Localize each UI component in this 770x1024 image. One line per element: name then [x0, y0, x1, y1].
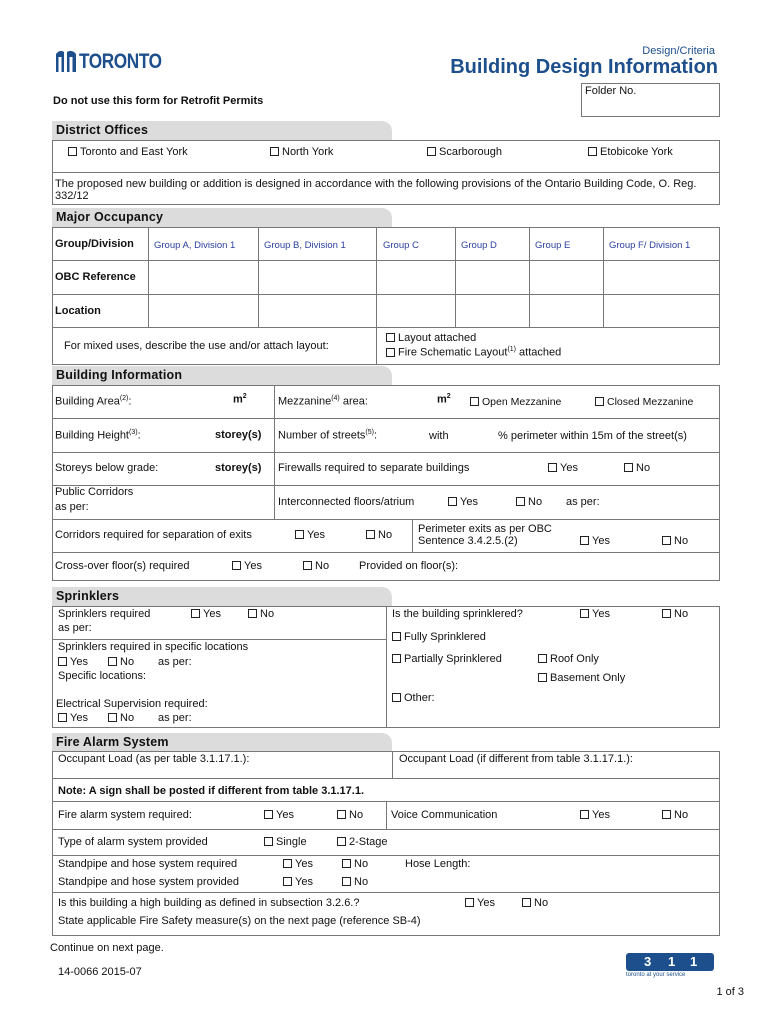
- checkbox-icon: [191, 609, 200, 618]
- open-mezzanine-checkbox[interactable]: Open Mezzanine: [470, 396, 561, 408]
- sign-note: Note: A sign shall be posted if different from table 3.1.17.1.: [58, 785, 365, 797]
- layout-attached-checkbox[interactable]: Layout attached: [386, 332, 476, 344]
- folder-no-label: Folder No.: [585, 85, 637, 97]
- continue-note: Continue on next page.: [50, 942, 164, 954]
- checkbox-icon: [337, 810, 346, 819]
- specific-locations-no[interactable]: No: [108, 656, 134, 668]
- checkbox-icon: [342, 877, 351, 886]
- major-occupancy-heading: Major Occupancy: [52, 208, 392, 227]
- checkbox-icon: [588, 147, 597, 156]
- corridors-yes-checkbox[interactable]: Yes: [295, 529, 325, 541]
- group-f-label: Group F/ Division 1: [609, 240, 691, 251]
- is-sprinklered-yes[interactable]: Yes: [580, 608, 610, 620]
- checkbox-icon: [448, 497, 457, 506]
- checkbox-icon: [548, 463, 557, 472]
- badge-tagline: toronto at your service: [626, 972, 686, 978]
- checkbox-icon: [516, 497, 525, 506]
- group-division-label: Group/Division: [55, 238, 134, 250]
- mezzanine-area-unit: $m^2$: [437, 393, 451, 406]
- fire-schematic-checkbox[interactable]: Fire Schematic Layout$^{(1)}$ attached: [386, 346, 561, 359]
- checkbox-icon: [264, 837, 273, 846]
- specific-locations-required-label: Sprinklers required in specific locations: [58, 641, 249, 653]
- high-building-label: Is this building a high building as defined in subsection 3.2.6.?: [58, 897, 360, 909]
- storeys-below-grade-unit: storey(s): [215, 462, 262, 474]
- page-number: 1 of 3: [716, 986, 744, 998]
- perimeter-label: % perimeter within 15m of the street(s): [498, 430, 687, 442]
- corridors-separation-label: Corridors required for separation of exits: [55, 529, 252, 541]
- checkbox-icon: [264, 810, 273, 819]
- sprinklers-as-per-label: as per:: [58, 622, 92, 634]
- group-a-label: Group A, Division 1: [154, 240, 236, 251]
- fire-alarm-required-yes[interactable]: Yes: [264, 809, 294, 821]
- checkbox-icon: [342, 859, 351, 868]
- checkbox-icon: [283, 859, 292, 868]
- checkbox-icon: [366, 530, 375, 539]
- checkbox-icon: [580, 810, 589, 819]
- form-number: 14-0066 2015-07: [58, 966, 142, 978]
- state-measures-label: State applicable Fire Safety measure(s) on the next page (reference SB-4): [58, 915, 421, 927]
- building-information-heading: Building Information: [52, 366, 392, 385]
- fire-alarm-required-no[interactable]: No: [337, 809, 363, 821]
- checkbox-icon: [522, 898, 531, 907]
- standpipe-provided-no[interactable]: No: [342, 876, 368, 888]
- standpipe-required-label: Standpipe and hose system required: [58, 858, 238, 870]
- checkbox-icon: [538, 673, 547, 682]
- fire-alarm-required-label: Fire alarm system required:: [58, 809, 192, 821]
- perimeter-exits-label: Perimeter exits as per OBC: [418, 523, 552, 535]
- checkbox-icon: [108, 713, 117, 722]
- badge-digit: 1: [690, 954, 698, 969]
- sprinklers-required-label: Sprinklers required: [58, 608, 151, 620]
- checkbox-icon: [662, 536, 671, 545]
- specific-locations-yes[interactable]: Yes: [58, 656, 88, 668]
- checkbox-icon: [303, 561, 312, 570]
- mixed-uses-label: For mixed uses, describe the use and/or attach layout:: [64, 340, 329, 352]
- district-option-toronto-east-york[interactable]: Toronto and East York: [68, 146, 188, 158]
- electrical-supervision-no[interactable]: No: [108, 712, 134, 724]
- checkbox-icon: [270, 147, 279, 156]
- alarm-type-single[interactable]: Single: [264, 836, 307, 848]
- fire-alarm-heading: Fire Alarm System: [52, 733, 392, 752]
- group-c-label: Group C: [383, 240, 419, 251]
- interconnected-floors-label: Interconnected floors/atrium: [278, 496, 415, 508]
- perimeter-exits-yes-checkbox[interactable]: Yes: [580, 535, 610, 547]
- obc-reference-label: OBC Reference: [55, 271, 136, 283]
- checkbox-icon: [58, 713, 67, 722]
- fully-sprinklered-checkbox[interactable]: Fully Sprinklered: [392, 631, 486, 643]
- group-b-label: Group B, Division 1: [264, 240, 346, 251]
- alarm-type-two-stage[interactable]: 2-Stage: [337, 836, 388, 848]
- badge-digit: 3: [644, 954, 652, 969]
- electrical-supervision-as-per: as per:: [158, 712, 192, 724]
- checkbox-icon: [662, 609, 671, 618]
- location-label: Location: [55, 305, 101, 317]
- specific-locations-as-per: as per:: [158, 656, 192, 668]
- provided-on-floors-label: Provided on floor(s):: [359, 560, 459, 572]
- checkbox-icon: [386, 348, 395, 357]
- public-corridors-label: Public Corridors: [55, 486, 134, 498]
- alarm-type-label: Type of alarm system provided: [58, 836, 208, 848]
- specific-locations-label: Specific locations:: [58, 670, 147, 682]
- high-building-yes[interactable]: Yes: [465, 897, 495, 909]
- occupant-load-different-label: Occupant Load (if different from table 3.1.17.1.):: [399, 753, 633, 765]
- checkbox-icon: [538, 654, 547, 663]
- checkbox-icon: [283, 877, 292, 886]
- high-building-no[interactable]: No: [522, 897, 548, 909]
- crossover-floors-label: Cross-over floor(s) required: [55, 560, 190, 572]
- firewalls-label: Firewalls required to separate buildings: [278, 462, 470, 474]
- checkbox-icon: [465, 898, 474, 907]
- roof-only-checkbox[interactable]: Roof Only: [538, 653, 599, 665]
- checkbox-icon: [662, 810, 671, 819]
- checkbox-icon: [295, 530, 304, 539]
- district-offices-heading: District Offices: [52, 121, 392, 140]
- is-sprinklered-label: Is the building sprinklered?: [392, 608, 523, 620]
- firewalls-yes-checkbox[interactable]: Yes: [548, 462, 578, 474]
- electrical-supervision-yes[interactable]: Yes: [58, 712, 88, 724]
- folder-no-field[interactable]: [581, 83, 720, 117]
- building-area-unit: $m^2$: [233, 393, 247, 406]
- standpipe-provided-yes[interactable]: Yes: [283, 876, 313, 888]
- checkbox-icon: [248, 609, 257, 618]
- sprinklers-required-yes[interactable]: Yes: [191, 608, 221, 620]
- retrofit-note: Do not use this form for Retrofit Permits: [53, 95, 264, 107]
- electrical-supervision-label: Electrical Supervision required:: [56, 698, 208, 710]
- checkbox-icon: [470, 397, 479, 406]
- badge-digit: 1: [668, 954, 676, 969]
- perimeter-exits-sentence: Sentence 3.4.2.5.(2): [418, 535, 518, 547]
- 311-logo: [626, 953, 716, 981]
- obc-provision-text: The proposed new building or addition is designed in accordance with the following provisions of the Ontario Building Code, O. Reg. 332/12: [55, 178, 697, 202]
- other-sprinkler-checkbox[interactable]: Other:: [392, 692, 435, 704]
- page-title: Building Design Information: [450, 56, 718, 78]
- checkbox-icon: [232, 561, 241, 570]
- group-e-label: Group E: [535, 240, 571, 251]
- voice-communication-label: Voice Communication: [391, 809, 498, 821]
- partially-sprinklered-checkbox[interactable]: Partially Sprinklered: [392, 653, 502, 665]
- standpipe-required-yes[interactable]: Yes: [283, 858, 313, 870]
- city-hall-icon: [55, 48, 77, 72]
- public-corridors-as-per: as per:: [55, 501, 89, 513]
- perimeter-exits-no-checkbox[interactable]: No: [662, 535, 688, 547]
- checkbox-icon: [58, 657, 67, 666]
- checkbox-icon: [108, 657, 117, 666]
- checkbox-icon: [595, 397, 604, 406]
- sprinklers-required-no[interactable]: No: [248, 608, 274, 620]
- with-label: with: [429, 430, 449, 442]
- checkbox-icon: [392, 693, 401, 702]
- crossover-yes-checkbox[interactable]: Yes: [232, 560, 262, 572]
- group-d-label: Group D: [461, 240, 497, 251]
- logo-text: TORONTO: [79, 50, 162, 73]
- building-height-unit: storey(s): [215, 429, 262, 441]
- checkbox-icon: [68, 147, 77, 156]
- voice-communication-no[interactable]: No: [662, 809, 688, 821]
- voice-communication-yes[interactable]: Yes: [580, 809, 610, 821]
- hose-length-label: Hose Length:: [405, 858, 471, 870]
- occupant-load-label: Occupant Load (as per table 3.1.17.1.):: [58, 753, 250, 765]
- number-of-streets-label: Number of streets$^{(5)}$:: [278, 429, 378, 442]
- storeys-below-grade-label: Storeys below grade:: [55, 462, 159, 474]
- firewalls-no-checkbox[interactable]: No: [624, 462, 650, 474]
- standpipe-provided-label: Standpipe and hose system provided: [58, 876, 240, 888]
- checkbox-icon: [624, 463, 633, 472]
- building-area-label: Building Area$^{(2)}$:: [55, 395, 132, 408]
- checkbox-icon: [580, 536, 589, 545]
- district-option-etobicoke-york[interactable]: Etobicoke York: [588, 146, 673, 158]
- sprinklers-heading: Sprinklers: [52, 587, 392, 606]
- checkbox-icon: [392, 632, 401, 641]
- checkbox-icon: [392, 654, 401, 663]
- district-option-north-york[interactable]: North York: [270, 146, 333, 158]
- toronto-logo: [55, 48, 175, 74]
- closed-mezzanine-checkbox[interactable]: Closed Mezzanine: [595, 396, 693, 408]
- checkbox-icon: [580, 609, 589, 618]
- design-criteria-label: Design/Criteria: [642, 45, 715, 57]
- interconnected-yes-checkbox[interactable]: Yes: [448, 496, 478, 508]
- crossover-no-checkbox[interactable]: No: [303, 560, 329, 572]
- checkbox-icon: [386, 333, 395, 342]
- building-height-label: Building Height$^{(3)}$:: [55, 429, 141, 442]
- interconnected-as-per: as per:: [566, 496, 600, 508]
- corridors-no-checkbox[interactable]: No: [366, 529, 392, 541]
- interconnected-no-checkbox[interactable]: No: [516, 496, 542, 508]
- checkbox-icon: [337, 837, 346, 846]
- standpipe-required-no[interactable]: No: [342, 858, 368, 870]
- is-sprinklered-no[interactable]: No: [662, 608, 688, 620]
- basement-only-checkbox[interactable]: Basement Only: [538, 672, 625, 684]
- mezzanine-area-label: Mezzanine$^{(4)}$ area:: [278, 395, 368, 408]
- checkbox-icon: [427, 147, 436, 156]
- district-option-scarborough[interactable]: Scarborough: [427, 146, 502, 158]
